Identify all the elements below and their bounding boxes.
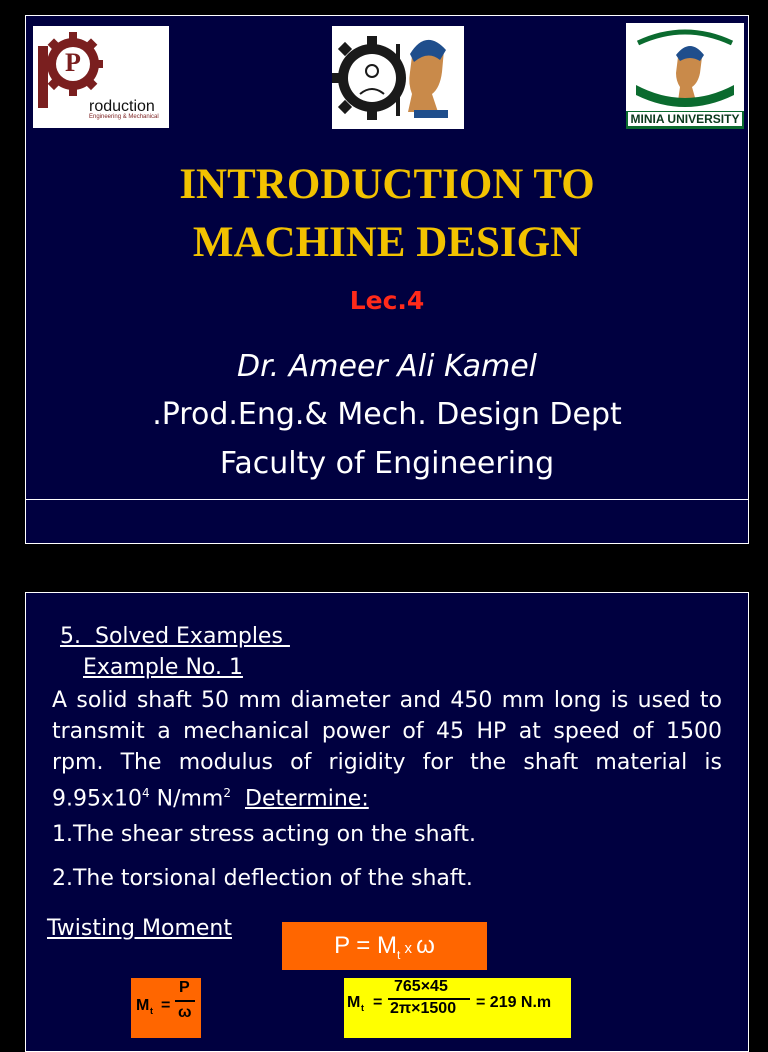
power-formula-box: [282, 922, 487, 970]
torque-definition-box: [131, 978, 201, 1038]
faculty-of-engineering-logo: [332, 26, 464, 129]
mt-equals: =: [161, 997, 171, 1014]
lecture-number: Lec.4: [349, 286, 425, 315]
problem-text-part2: N/mm: [149, 786, 224, 812]
department-name: .Prod.Eng.& Mech. Design Dept: [152, 397, 622, 432]
question-1: 1.The shear stress acting on the shaft.: [52, 822, 477, 847]
minia-university-caption: MINIA UNIVERSITY: [628, 112, 742, 126]
torque-calculation-box: [344, 978, 571, 1038]
mt-symbol: M: [136, 997, 150, 1014]
question-2: 2.The torsional deflection of the shaft.: [52, 866, 473, 891]
logo-text-production: roduction: [89, 98, 155, 115]
calc-subscript: t: [361, 1003, 364, 1013]
power-formula-lhs: P = M: [334, 932, 397, 959]
determine-label: Determine:: [245, 786, 369, 812]
production-design-logo: [33, 26, 169, 128]
faculty-name: Faculty of Engineering: [219, 446, 555, 481]
problem-text-part1: A solid shaft 50 mm diameter and 450 mm long is used to transmit a mechanical power of 45 HP at speed of 1500 rpm. The modulus of rigidity for the shaft material is 9.95x10: [52, 688, 722, 812]
title-line-1: INTRODUCTION TO: [179, 161, 595, 208]
presentation-title: [26, 156, 748, 272]
power-formula-omega: ω: [416, 932, 435, 959]
mt-subscript: t: [150, 1006, 153, 1016]
calc-equals: =: [373, 994, 383, 1011]
example-heading: Example No. 1: [83, 655, 243, 680]
author-name: Dr. Ameer Ali Kamel: [236, 349, 537, 384]
gear-nefertiti-emblem-icon: [332, 26, 464, 129]
problem-unit-exponent: 2: [223, 786, 232, 800]
section-heading: 5. Solved Examples: [60, 624, 290, 649]
logo-text-subtitle: Engineering & Mechanical: [89, 114, 159, 120]
power-formula-subscript: t: [396, 947, 401, 962]
title-line-2: MACHINE DESIGN: [192, 219, 582, 266]
calc-result: = 219 N.m: [476, 994, 552, 1011]
twisting-moment-label: Twisting Moment: [47, 916, 232, 941]
calc-denominator: 2π×1500: [390, 1000, 457, 1017]
problem-statement: [52, 685, 722, 814]
calc-numerator: 765×45: [394, 978, 448, 995]
minia-university-logo: [626, 23, 744, 129]
mt-numerator: P: [179, 979, 190, 996]
svg-text:P: P: [65, 48, 81, 77]
mt-fraction-bar: [175, 1000, 195, 1002]
power-formula-operator: x: [400, 940, 417, 957]
problem-exponent: 4: [142, 786, 150, 800]
calc-symbol: M: [347, 994, 361, 1011]
title-slide: [25, 15, 749, 544]
example-slide: [25, 592, 749, 1052]
mt-denominator: ω: [178, 1004, 192, 1021]
slide-footer-divider: [26, 499, 748, 500]
